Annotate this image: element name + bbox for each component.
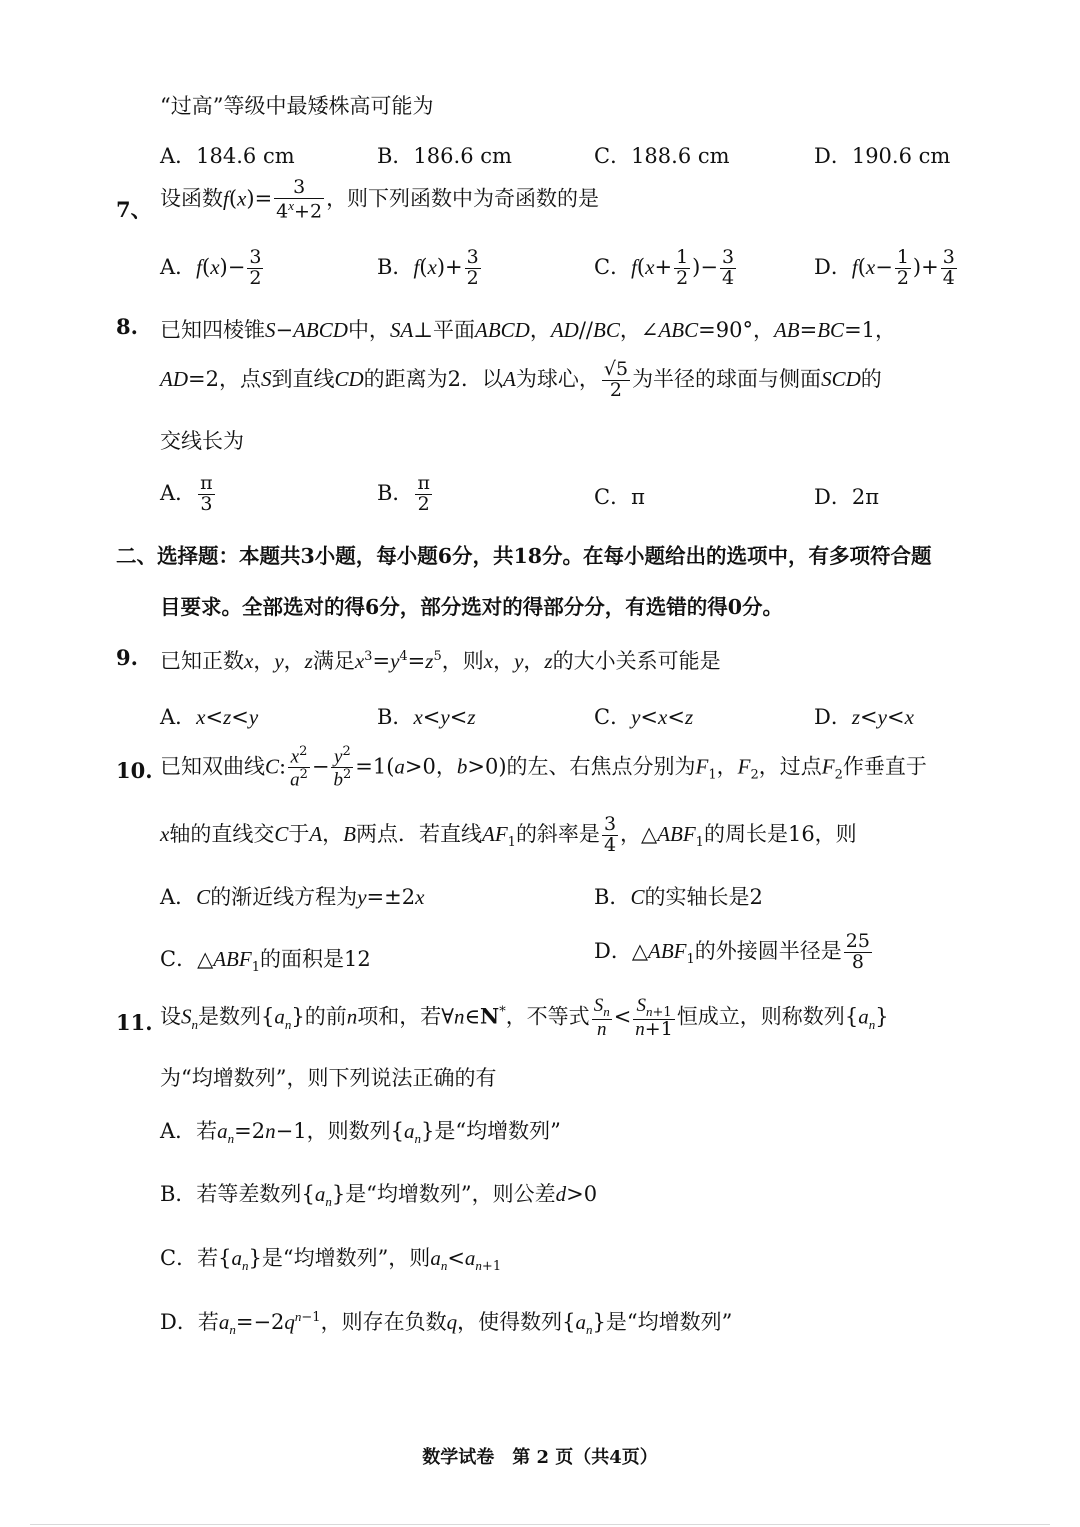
q6-option-a: A．184.6 cm (160, 144, 295, 168)
q9-option-d: D．z<y<x (814, 705, 914, 729)
q8-number: 8. (116, 314, 138, 339)
q8-stem-line3: 交线长为 (160, 429, 244, 453)
page-footer: 数学试卷 第 2 页（共4页） (422, 1447, 658, 1468)
q8-option-c: C．π (594, 485, 645, 509)
q7-number: 7、 (116, 197, 152, 222)
q9-option-c: C．y<x<z (594, 705, 694, 729)
q11-stem-line2: 为“均增数列”，则下列说法正确的有 (160, 1066, 497, 1090)
q6-option-d: D．190.6 cm (814, 144, 951, 168)
q11-option-b: B．若等差数列$\{a_n\}$是“均增数列”，则公差d>0 (160, 1182, 598, 1210)
section2-heading-line2: 目要求。全部选对的得6分，部分选对的得部分分，有选错的得0分。 (160, 595, 784, 619)
bottom-divider (30, 1524, 1050, 1525)
q9-number: 9. (116, 645, 138, 670)
q9-option-a: A．x<z<y (160, 705, 259, 729)
q8-stem-line1: 已知四棱锥S−ABCD中，SA⊥平面ABCD，AD//BC，∠ABC=90°，AB=BC=1， (160, 318, 897, 342)
q8-option-b: B． $\frac{\pi}{2}$ (377, 472, 430, 515)
q8-stem-line2: AD=2，点S到直线CD的距离为2．以A为球心， $\frac{√5}{2}$ 为半径的球面与侧面SCD的 (160, 358, 882, 401)
q6-option-b: B．186.6 cm (377, 144, 512, 168)
section2-heading-line1: 二、选择题：本题共3小题，每小题6分，共18分。在每小题给出的选项中，有多项符合题 (116, 544, 932, 568)
q11-option-c: C．若$\{a_n\}$是“均增数列”，则$a_n<a_{n+1}$ (160, 1246, 502, 1275)
q10-stem-line1: 已知双曲线C: $\frac{x^2}{a^2}$ − $\frac{y^2}{b^2}$ =1(a>0，b>0)的左、右焦点分别为$F_1$，$F_2$，过点$F_2$作垂直于 (160, 744, 927, 791)
q8-option-a: A． $\frac{\pi}{3}$ (160, 472, 213, 515)
q7-stem: 设函数f(x)= $\frac{3}{4^x+2}$ ，则下列函数中为奇函数的是 (160, 176, 600, 223)
q10-number: 10. (116, 758, 153, 783)
q11-option-a: A．若$a_n=2n-1$，则数列$\{a_n\}$是“均增数列” (160, 1119, 561, 1147)
q10-option-b: B．C的实轴长是2 (594, 885, 763, 909)
q9-option-b: B．x<y<z (377, 705, 476, 729)
q10-option-a: A．C的渐近线方程为y=±2x (160, 885, 425, 909)
q6-option-c: C．188.6 cm (594, 144, 730, 168)
q7-option-c: C．f(x+ $\frac{1}{2}$ )− $\frac{3}{4}$ (594, 246, 735, 289)
q10-option-c: C．$\triangle ABF_1$的面积是12 (160, 947, 371, 976)
q7-option-a: A．f(x)− $\frac{3}{2}$ (160, 246, 262, 289)
q8-option-d: D．2π (814, 485, 880, 509)
q7-option-b: B．f(x)+ $\frac{3}{2}$ (377, 246, 479, 289)
q10-option-d: D．$\triangle ABF_1$的外接圆半径是 $\frac{25}{8}$ (594, 930, 870, 973)
q11-option-d: D．若$a_n=-2q^{n-1}$，则存在负数q，使得数列$\{a_n\}$是“均增数列” (160, 1309, 733, 1338)
q11-stem-line1: 设$S_n$是数列$\{a_n\}$的前n项和，若∀n∈N*，不等式 $\frac{S_n}{n}$ < $\frac{S_{n+1}}{n+1}$ 恒成立，则称数列$\{a_n\}$ (160, 995, 889, 1041)
q7-option-d: D．f(x− $\frac{1}{2}$ )+ $\frac{3}{4}$ (814, 246, 955, 289)
q11-number: 11. (116, 1010, 153, 1035)
q9-stem: 已知正数x，y，z满足$x^3=y^4=z^5$，则x，y，z的大小关系可能是 (160, 649, 721, 673)
q10-stem-line2: x轴的直线交C于A，B两点．若直线$AF_1$的斜率是 $\frac{3}{4}$ ，$\triangle ABF_1$的周长是16，则 (160, 813, 857, 856)
q6-stem-tail: “过高”等级中最矮株高可能为 (160, 94, 434, 118)
